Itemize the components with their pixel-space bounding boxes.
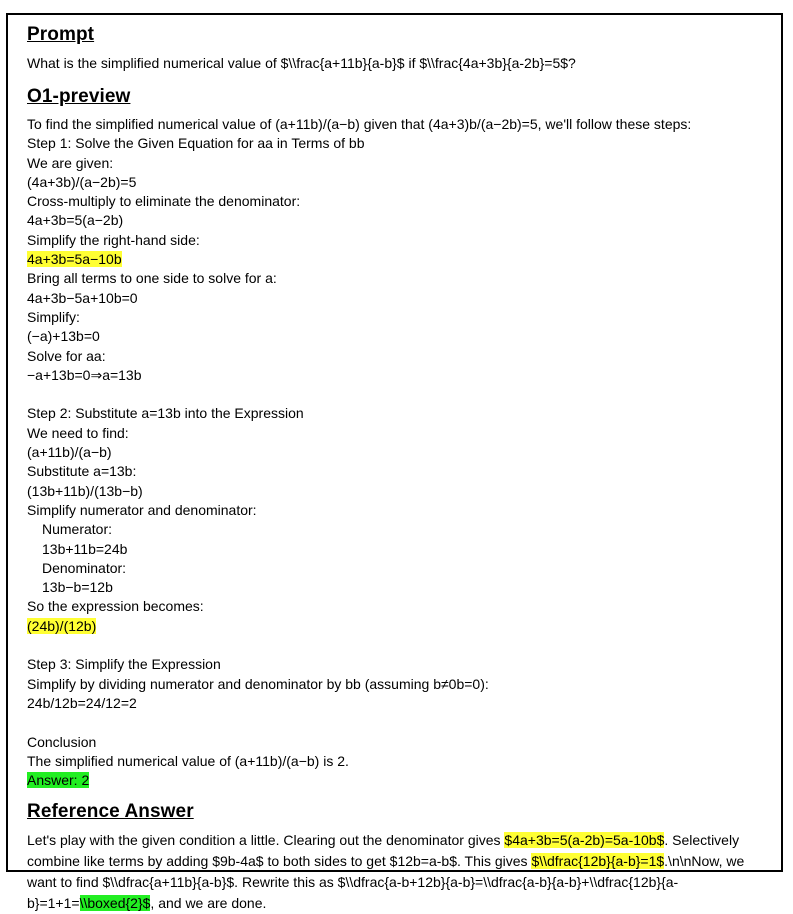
highlighted-equation: 4a+3b=5a−10b bbox=[27, 251, 122, 268]
response-line: Denominator: bbox=[42, 559, 127, 576]
highlighted-expression: (24b)/(12b) bbox=[27, 617, 97, 634]
response-line: Simplify: bbox=[27, 308, 80, 325]
document-frame bbox=[6, 13, 783, 912]
highlighted-equation: $4a+3b=5(a-2b)=5a-10b$ bbox=[504, 832, 665, 849]
response-line: (4a+3b)/(a−2b)=5 bbox=[27, 173, 137, 190]
response-line: Substitute a=13b: bbox=[27, 463, 137, 480]
response-line: The simplified numerical value of (a+11b)/(a−b) is 2. bbox=[27, 752, 349, 769]
reference-text: . Selectively combine like terms by adding $9b-4a$ to both sides to get $12b=a-b$. This gives bbox=[27, 832, 740, 870]
reference-answer bbox=[27, 830, 767, 914]
response-line: 4a+3b=5(a−2b) bbox=[27, 212, 124, 229]
response-line: Cross-multiply to eliminate the denominator: bbox=[27, 193, 301, 210]
boxed-answer: \\boxed{2}$ bbox=[79, 895, 151, 912]
blank-line bbox=[27, 713, 767, 732]
response-line: 4a+3b−5a+10b=0 bbox=[27, 289, 138, 306]
response-line: Simplify by dividing numerator and denominator by bb (assuming b≠0b=0): bbox=[27, 675, 489, 692]
response-line: We need to find: bbox=[27, 424, 129, 441]
response-body bbox=[27, 115, 767, 790]
reference-heading: Reference Answer bbox=[27, 801, 194, 823]
response-heading: O1-preview bbox=[27, 86, 131, 107]
response-line: So the expression becomes: bbox=[27, 598, 204, 615]
prompt-heading: Prompt bbox=[27, 24, 95, 45]
response-line: Simplify the right-hand side: bbox=[27, 231, 200, 248]
response-line: Step 3: Simplify the Expression bbox=[27, 656, 221, 673]
document-content bbox=[27, 23, 767, 914]
response-line: 24b/12b=24/12=2 bbox=[27, 694, 137, 711]
response-line: Step 1: Solve the Given Equation for aa in Terms of bb bbox=[27, 135, 365, 152]
response-line: 13b+11b=24b bbox=[42, 540, 128, 557]
response-line: Numerator: bbox=[42, 521, 113, 538]
response-line: Simplify numerator and denominator: bbox=[27, 501, 257, 518]
reference-text: Let's play with the given condition a little. Clearing out the denominator gives bbox=[27, 832, 505, 849]
response-line: (−a)+13b=0 bbox=[27, 328, 100, 345]
reference-text: .\n\nNow, we want to find $\\dfrac{a+11b}{a-b}$. Rewrite this as $\\dfrac{a-b+12b}{a-b}=\\dfrac{a-b}{a-b}+\\dfrac{12b}{a-b}=1+1= bbox=[27, 853, 745, 912]
response-line: (13b+11b)/(13b−b) bbox=[27, 482, 143, 499]
prompt-question: What is the simplified numerical value of $\\frac{a+11b}{a-b}$ if $\\frac{4a+3b}{a-2b}=5$? bbox=[27, 55, 576, 71]
final-answer: Answer: 2 bbox=[27, 772, 90, 789]
blank-line bbox=[27, 385, 767, 404]
highlighted-equation: $\\dfrac{12b}{a-b}=1$ bbox=[531, 853, 665, 870]
response-line: (a+11b)/(a−b) bbox=[27, 444, 112, 461]
response-line: Solve for aa: bbox=[27, 347, 106, 364]
response-line: Conclusion bbox=[27, 733, 97, 750]
blank-line bbox=[27, 636, 767, 655]
response-line: To find the simplified numerical value of (a+11b)/(a−b) given that (4a+3)b/(a−2b)=5, we'll follow these steps: bbox=[27, 116, 692, 132]
response-line: −a+13b=0⇒a=13b bbox=[27, 366, 142, 383]
response-line: We are given: bbox=[27, 154, 114, 171]
response-line: Bring all terms to one side to solve for a: bbox=[27, 270, 277, 287]
reference-text: , and we are done. bbox=[150, 895, 267, 912]
response-line: 13b−b=12b bbox=[42, 579, 113, 596]
response-line: Step 2: Substitute a=13b into the Expression bbox=[27, 405, 304, 422]
